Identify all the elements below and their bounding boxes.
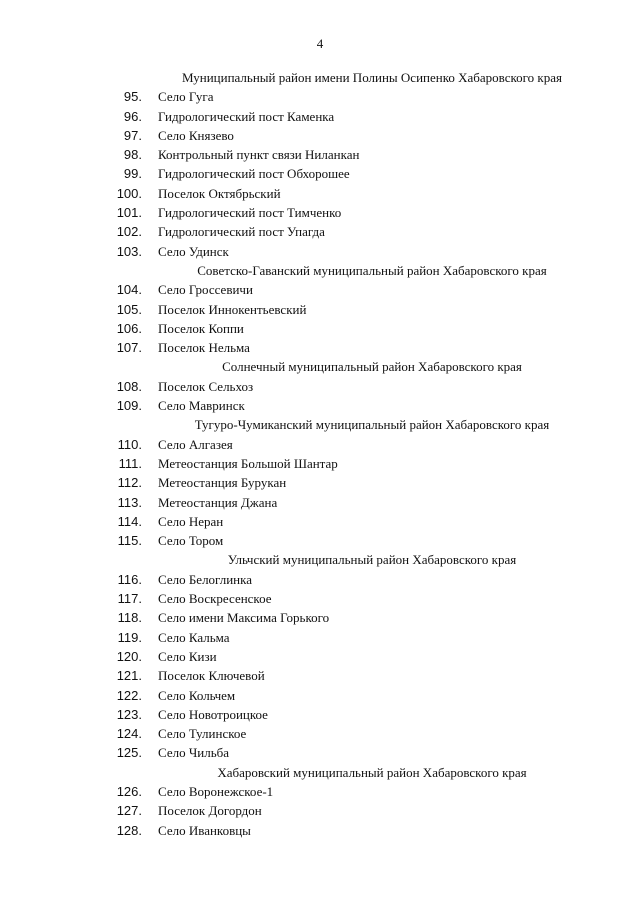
list-item bbox=[0, 743, 640, 762]
list-item bbox=[0, 512, 640, 531]
item-number: 125. bbox=[116, 745, 142, 761]
item-number: 111. bbox=[118, 455, 142, 471]
settlement-name: Село Князево bbox=[158, 127, 234, 143]
list-item bbox=[0, 164, 640, 183]
district-title: Хабаровский муниципальный район Хабаровского края bbox=[217, 764, 527, 780]
list-item bbox=[0, 145, 640, 164]
list-item bbox=[0, 531, 640, 550]
list-item bbox=[0, 319, 640, 338]
item-number: 122. bbox=[116, 687, 142, 703]
list-item bbox=[0, 222, 640, 241]
district-section bbox=[0, 550, 640, 762]
district-title: Ульчский муниципальный район Хабаровского края bbox=[227, 552, 517, 568]
settlement-name: Поселок Коппи bbox=[158, 320, 244, 336]
settlement-name: Село Тором bbox=[158, 533, 224, 549]
list-item bbox=[0, 570, 640, 589]
item-number: 108. bbox=[116, 378, 142, 394]
settlement-name: Гидрологический пост Тимченко bbox=[158, 205, 342, 221]
item-number: 121. bbox=[116, 668, 142, 684]
district-section bbox=[0, 763, 640, 840]
item-number: 127. bbox=[116, 803, 142, 819]
item-number: 100. bbox=[116, 185, 142, 201]
page-number: 4 bbox=[316, 36, 324, 51]
list-item bbox=[0, 184, 640, 203]
settlement-name: Метеостанция Джана bbox=[158, 494, 278, 510]
district-title: Муниципальный район имени Полины Осипенко Хабаровского края bbox=[182, 70, 562, 85]
settlement-name: Гидрологический пост Упагда bbox=[158, 224, 325, 240]
settlement-name: Село Гроссевичи bbox=[158, 282, 253, 298]
item-number: 106. bbox=[116, 320, 142, 336]
settlement-name: Село Белоглинка bbox=[158, 571, 253, 587]
item-number: 128. bbox=[116, 822, 142, 838]
list-item bbox=[0, 454, 640, 473]
list-item bbox=[0, 647, 640, 666]
settlement-name: Село Иванковцы bbox=[158, 822, 251, 838]
district-section bbox=[0, 261, 640, 357]
district-title: Солнечный муниципальный район Хабаровского края bbox=[222, 359, 522, 375]
item-number: 118. bbox=[117, 610, 142, 626]
district-section bbox=[0, 357, 640, 415]
settlement-list bbox=[0, 68, 640, 840]
list-item bbox=[0, 705, 640, 724]
district-title: Тугуро-Чумиканский муниципальный район Хабаровского края bbox=[194, 417, 550, 433]
settlement-name: Село Новотроицкое bbox=[158, 706, 268, 722]
list-item bbox=[0, 493, 640, 512]
item-number: 109. bbox=[116, 398, 142, 414]
district-section bbox=[0, 68, 640, 261]
settlement-name: Метеостанция Большой Шантар bbox=[158, 455, 338, 471]
list-item bbox=[0, 87, 640, 106]
list-item bbox=[0, 608, 640, 627]
list-item bbox=[0, 589, 640, 608]
settlement-name: Село Чильба bbox=[158, 745, 230, 761]
settlement-name: Поселок Октябрьский bbox=[158, 185, 281, 201]
list-item bbox=[0, 280, 640, 299]
settlement-name: Село Кальма bbox=[158, 629, 230, 645]
item-number: 117. bbox=[117, 591, 142, 607]
item-number: 102. bbox=[116, 224, 142, 240]
settlement-name: Село Тулинское bbox=[158, 726, 247, 742]
list-item bbox=[0, 242, 640, 261]
list-item bbox=[0, 300, 640, 319]
settlement-name: Село Алгазея bbox=[158, 436, 233, 452]
settlement-name: Поселок Нельма bbox=[158, 340, 250, 356]
item-number: 112. bbox=[117, 475, 142, 491]
list-item bbox=[0, 377, 640, 396]
item-number: 116. bbox=[117, 571, 142, 587]
settlement-name: Поселок Догордон bbox=[158, 803, 262, 819]
settlement-name: Село Удинск bbox=[158, 243, 229, 259]
item-number: 101. bbox=[116, 205, 142, 221]
list-item bbox=[0, 686, 640, 705]
list-item bbox=[0, 396, 640, 415]
item-number: 103. bbox=[116, 243, 142, 259]
settlement-name: Село Воронежское-1 bbox=[158, 783, 274, 799]
settlement-name: Село Кольчем bbox=[158, 687, 236, 703]
list-item bbox=[0, 821, 640, 840]
list-item bbox=[0, 126, 640, 145]
settlement-name: Поселок Иннокентьевский bbox=[158, 301, 307, 317]
list-item bbox=[0, 435, 640, 454]
list-item bbox=[0, 801, 640, 820]
settlement-name: Село имени Максима Горького bbox=[158, 610, 330, 626]
settlement-name: Поселок Сельхоз bbox=[158, 378, 254, 394]
list-item bbox=[0, 782, 640, 801]
list-item bbox=[0, 107, 640, 126]
item-number: 120. bbox=[116, 648, 142, 664]
settlement-name: Поселок Ключевой bbox=[158, 668, 265, 684]
settlement-name: Село Гуга bbox=[158, 89, 214, 105]
item-number: 114. bbox=[117, 513, 142, 529]
item-number: 110. bbox=[117, 436, 142, 452]
item-number: 97. bbox=[123, 127, 142, 143]
item-number: 124. bbox=[116, 726, 142, 742]
item-number: 98. bbox=[123, 147, 142, 163]
list-item bbox=[0, 203, 640, 222]
settlement-name: Село Мавринск bbox=[158, 398, 245, 414]
settlement-name: Контрольный пункт связи Ниланкан bbox=[158, 147, 360, 163]
list-item bbox=[0, 338, 640, 357]
settlement-name: Гидрологический пост Каменка bbox=[158, 108, 335, 124]
list-item bbox=[0, 666, 640, 685]
district-section bbox=[0, 415, 640, 550]
item-number: 105. bbox=[116, 301, 142, 317]
item-number: 119. bbox=[117, 629, 142, 645]
item-number: 115. bbox=[117, 533, 142, 549]
item-number: 99. bbox=[123, 166, 142, 182]
item-number: 104. bbox=[116, 282, 142, 298]
settlement-name: Село Кизи bbox=[158, 648, 217, 664]
settlement-name: Село Неран bbox=[158, 513, 224, 529]
item-number: 107. bbox=[116, 340, 142, 356]
item-number: 113. bbox=[117, 494, 142, 510]
item-number: 96. bbox=[123, 108, 142, 124]
list-item bbox=[0, 724, 640, 743]
district-title: Советско-Гаванский муниципальный район Хабаровского края bbox=[197, 262, 547, 278]
settlement-name: Метеостанция Бурукан bbox=[158, 475, 287, 491]
settlement-name: Гидрологический пост Обхорошее bbox=[158, 166, 350, 182]
list-item bbox=[0, 628, 640, 647]
list-item bbox=[0, 473, 640, 492]
item-number: 95. bbox=[123, 89, 142, 105]
settlement-name: Село Воскресенское bbox=[158, 591, 272, 607]
item-number: 123. bbox=[116, 706, 142, 722]
item-number: 126. bbox=[116, 783, 142, 799]
